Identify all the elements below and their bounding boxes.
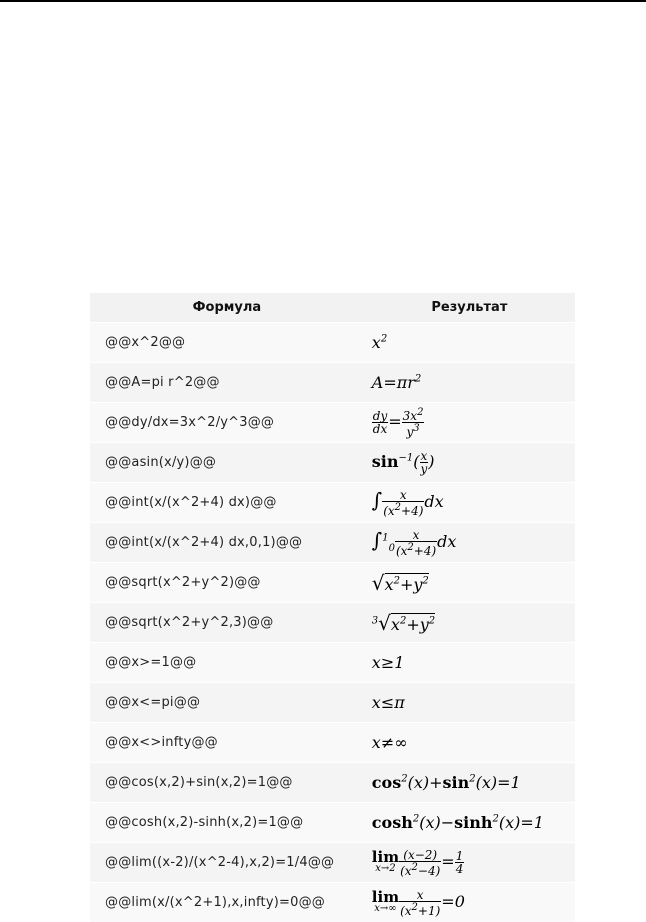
table-row bbox=[90, 763, 575, 803]
formula-cell: @@A=pi r^2@@ bbox=[90, 363, 364, 403]
formula-cell: @@sqrt(x^2+y^2,3)@@ bbox=[90, 603, 364, 643]
formula-cell: @@int(x/(x^2+4) dx,0,1)@@ bbox=[90, 523, 364, 563]
rendered-formula: $A=\pi r^2$ bbox=[372, 373, 422, 392]
rendered-formula: $x^2$ bbox=[372, 333, 387, 352]
table-row bbox=[90, 523, 575, 563]
header-formula: Формула bbox=[90, 293, 364, 323]
formula-cell: @@int(x/(x^2+4) dx)@@ bbox=[90, 483, 364, 523]
formula-cell: @@lim((x-2)/(x^2-4),x,2)=1/4@@ bbox=[90, 843, 364, 883]
table-row bbox=[90, 323, 575, 363]
rendered-formula: ∫ $\frac{x}{(x^2+4)}$ dx bbox=[372, 492, 444, 511]
formula-cell: @@sqrt(x^2+y^2)@@ bbox=[90, 563, 364, 603]
result-cell bbox=[364, 363, 575, 403]
result-cell bbox=[364, 723, 575, 763]
rendered-formula: $\sin^{-1}$( $\frac{x}{y}$ ) bbox=[372, 452, 435, 471]
formula-cell: @@dy/dx=3x^2/y^3@@ bbox=[90, 403, 364, 443]
rendered-formula: ∫$^1_0$ $\frac{x}{(x^2+4)}$ dx bbox=[372, 532, 457, 551]
formula-cell: @@x^2@@ bbox=[90, 323, 364, 363]
table-row bbox=[90, 723, 575, 763]
formula-table bbox=[90, 293, 575, 922]
table-row bbox=[90, 443, 575, 483]
table-header-row bbox=[90, 293, 575, 323]
result-cell bbox=[364, 483, 575, 523]
table-row bbox=[90, 483, 575, 523]
rendered-formula: lim x→2 $\frac{(x-2)}{(x^2-4)}$ = $\frac{1}{4}$ bbox=[372, 852, 465, 871]
rendered-formula: x≥1 bbox=[372, 653, 405, 672]
formula-cell: @@cosh(x,2)-sinh(x,2)=1@@ bbox=[90, 803, 364, 843]
table-row bbox=[90, 563, 575, 603]
result-cell bbox=[364, 563, 575, 603]
rendered-formula: x≠∞ bbox=[372, 733, 408, 752]
formula-cell: @@x>=1@@ bbox=[90, 643, 364, 683]
table-row bbox=[90, 683, 575, 723]
top-rule bbox=[0, 0, 646, 2]
table-row bbox=[90, 603, 575, 643]
table-row bbox=[90, 883, 575, 922]
result-cell bbox=[364, 843, 575, 883]
rendered-formula: $\cos^2(x)+\sin^2(x)=1$ bbox=[372, 773, 521, 792]
result-cell bbox=[364, 763, 575, 803]
header-result: Результат bbox=[364, 293, 575, 323]
result-cell bbox=[364, 803, 575, 843]
rendered-formula: $^3√x^2+y^2$ bbox=[372, 615, 435, 634]
formula-cell: @@cos(x,2)+sin(x,2)=1@@ bbox=[90, 763, 364, 803]
table-row bbox=[90, 363, 575, 403]
result-cell bbox=[364, 603, 575, 643]
formula-table-container bbox=[90, 293, 575, 922]
formula-cell: @@lim(x/(x^2+1),x,infty)=0@@ bbox=[90, 883, 364, 922]
table-row bbox=[90, 803, 575, 843]
result-cell bbox=[364, 523, 575, 563]
result-cell bbox=[364, 323, 575, 363]
formula-cell: @@x<>infty@@ bbox=[90, 723, 364, 763]
result-cell bbox=[364, 403, 575, 443]
rendered-formula: $\cosh^2(x)-\sinh^2(x)=1$ bbox=[372, 813, 544, 832]
table-row bbox=[90, 643, 575, 683]
formula-cell: @@asin(x/y)@@ bbox=[90, 443, 364, 483]
table-row bbox=[90, 403, 575, 443]
rendered-formula: lim x→∞ $\frac{x}{(x^2+1)}$ =0 bbox=[372, 892, 465, 911]
result-cell bbox=[364, 443, 575, 483]
rendered-formula: $\frac{dy}{dx}$ = $\frac{3x^2}{y^3}$ bbox=[372, 412, 425, 431]
result-cell bbox=[364, 883, 575, 922]
table-row bbox=[90, 843, 575, 883]
result-cell bbox=[364, 683, 575, 723]
rendered-formula: x≤π bbox=[372, 693, 405, 712]
formula-cell: @@x<=pi@@ bbox=[90, 683, 364, 723]
rendered-formula: $√x^2+y^2$ bbox=[372, 575, 429, 594]
result-cell bbox=[364, 643, 575, 683]
